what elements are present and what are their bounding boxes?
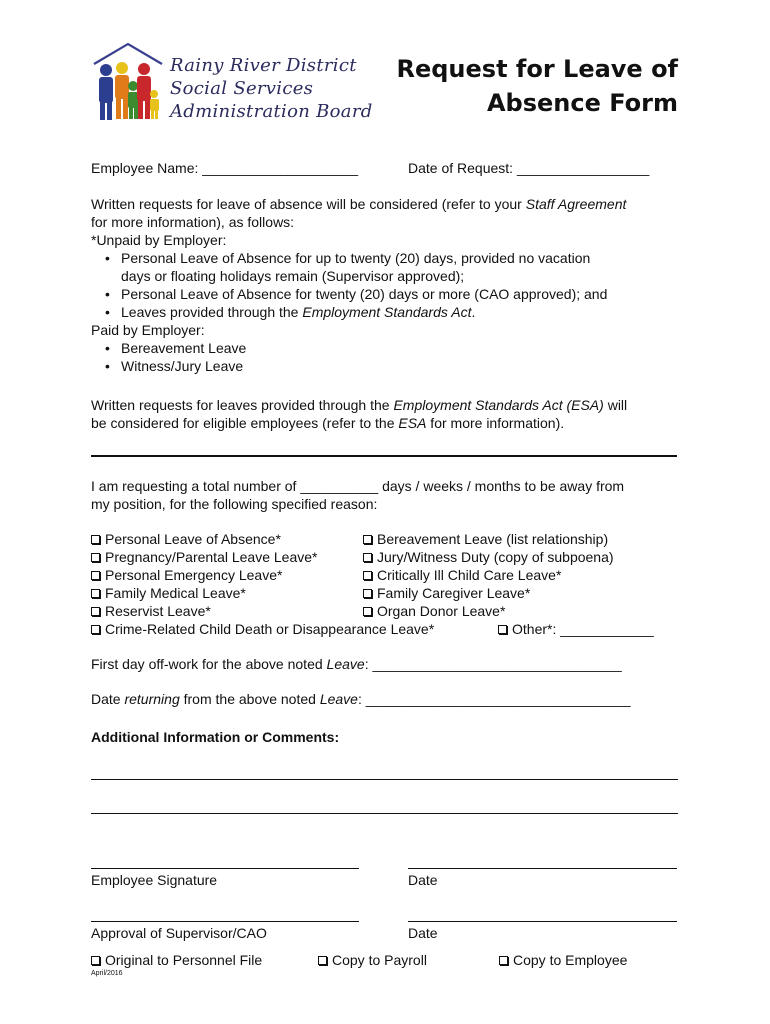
request-statement[interactable]: [91, 477, 624, 513]
checkbox-icon[interactable]: [363, 607, 372, 616]
returning-date-field[interactable]: Date returning from the above noted Leave: __________________________________: [91, 691, 631, 707]
approval-date-line[interactable]: [408, 921, 677, 922]
list-item: • Leaves provided through the Employment Standards Act.: [101, 303, 626, 321]
footer-date: April/2016: [91, 970, 123, 977]
checkbox-icon[interactable]: [499, 956, 508, 965]
leave-options-left: [91, 530, 317, 620]
org-name: [170, 54, 373, 123]
intro-line2: for more information), as follows:: [91, 214, 295, 230]
copy-employee[interactable]: Copy to Employee: [499, 951, 627, 969]
copy-payroll[interactable]: Copy to Payroll: [318, 951, 427, 969]
checkbox-icon[interactable]: [363, 553, 372, 562]
option-reservist[interactable]: Reservist Leave*: [91, 602, 317, 620]
org-name-line3: Administration Board: [170, 101, 373, 122]
intro-section: [91, 195, 626, 375]
option-family-medical[interactable]: Family Medical Leave*: [91, 584, 317, 602]
request-line2: my position, for the following specified reason:: [91, 496, 378, 512]
checkbox-icon[interactable]: [91, 589, 100, 598]
checkbox-icon[interactable]: [91, 535, 100, 544]
form-title: [396, 52, 678, 120]
checkbox-icon[interactable]: [363, 589, 372, 598]
employee-name-field[interactable]: Employee Name: ____________________: [91, 160, 358, 176]
org-name-line1: Rainy River District: [170, 55, 357, 76]
checkbox-icon[interactable]: [91, 625, 100, 634]
option-jury-witness[interactable]: Jury/Witness Duty (copy of subpoena): [363, 548, 614, 566]
org-logo: [92, 42, 164, 124]
intro-line1: Written requests for leave of absence will be considered (refer to your Staff Agreement: [91, 196, 627, 212]
first-day-field[interactable]: First day off-work for the above noted Leave: ________________________________: [91, 656, 622, 672]
leave-options-right: [363, 530, 614, 620]
form-title-line1: Request for Leave of: [396, 55, 678, 83]
approval-signature-line[interactable]: [91, 921, 359, 922]
option-critically-ill-child[interactable]: Critically Ill Child Care Leave*: [363, 566, 614, 584]
form-title-line2: Absence Form: [486, 89, 678, 117]
list-item: • Personal Leave of Absence for twenty (20) days or more (CAO approved); and: [101, 285, 626, 303]
comments-line-2[interactable]: [91, 813, 678, 814]
paid-heading: Paid by Employer:: [91, 322, 205, 338]
option-organ-donor[interactable]: Organ Donor Leave*: [363, 602, 614, 620]
checkbox-icon[interactable]: [363, 571, 372, 580]
employee-date-line[interactable]: [408, 868, 677, 869]
comments-line-1[interactable]: [91, 779, 678, 780]
option-personal-emergency[interactable]: Personal Emergency Leave*: [91, 566, 317, 584]
date-label-2: Date: [408, 925, 438, 941]
paid-list: [101, 339, 626, 375]
section-divider: [91, 455, 677, 457]
list-item: • Personal Leave of Absence for up to twenty (20) days, provided no vacation days or floating holidays remain (Supervisor approved);: [101, 249, 626, 285]
checkbox-icon[interactable]: [91, 571, 100, 580]
esa-paragraph: Written requests for leaves provided through the Employment Standards Act (ESA) will be considered for eligible employees (refer to the ESA for more information).: [91, 397, 628, 431]
list-item: • Witness/Jury Leave: [101, 357, 626, 375]
date-label-1: Date: [408, 872, 438, 888]
approval-label: Approval of Supervisor/CAO: [91, 925, 267, 941]
employee-signature-label: Employee Signature: [91, 872, 218, 888]
option-personal-leave[interactable]: Personal Leave of Absence*: [91, 530, 317, 548]
option-other[interactable]: Other*: ____________: [498, 620, 654, 638]
request-line1: I am requesting a total number of __________ days / weeks / months to be away from: [91, 478, 625, 494]
checkbox-icon[interactable]: [91, 956, 100, 965]
employee-signature-line[interactable]: [91, 868, 359, 869]
org-name-line2: Social Services: [170, 78, 314, 99]
unpaid-list: [101, 249, 626, 321]
checkbox-icon[interactable]: [318, 956, 327, 965]
comments-heading: Additional Information or Comments:: [91, 729, 340, 745]
option-family-caregiver[interactable]: Family Caregiver Leave*: [363, 584, 614, 602]
copy-original-personnel[interactable]: Original to Personnel File: [91, 951, 262, 969]
family-house-logo-icon: [92, 42, 164, 124]
checkbox-icon[interactable]: [91, 553, 100, 562]
date-of-request-field[interactable]: Date of Request: _________________: [408, 160, 650, 176]
staff-agreement-ref: Staff Agreement: [525, 196, 627, 212]
option-bereavement[interactable]: Bereavement Leave (list relationship): [363, 530, 614, 548]
option-crime-related[interactable]: Crime-Related Child Death or Disappearance Leave*: [91, 620, 434, 638]
option-pregnancy-leave[interactable]: Pregnancy/Parental Leave Leave*: [91, 548, 317, 566]
checkbox-icon[interactable]: [498, 625, 507, 634]
checkbox-icon[interactable]: [91, 607, 100, 616]
list-item: • Bereavement Leave: [101, 339, 626, 357]
unpaid-heading: *Unpaid by Employer:: [91, 232, 227, 248]
checkbox-icon[interactable]: [363, 535, 372, 544]
